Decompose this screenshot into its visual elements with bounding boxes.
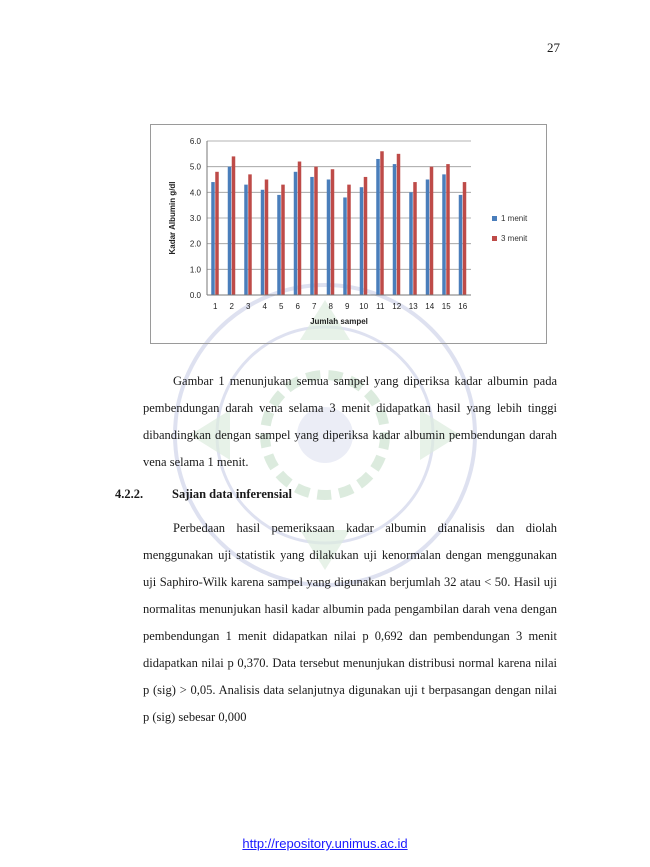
bar-series2 xyxy=(281,185,285,295)
x-tick-label: 7 xyxy=(312,302,317,311)
y-tick-label: 5.0 xyxy=(189,162,201,172)
bar-series1 xyxy=(343,197,347,295)
bar-series2 xyxy=(397,154,401,295)
section-title: Sajian data inferensial xyxy=(172,487,292,501)
bar-series1 xyxy=(277,195,281,295)
repository-link[interactable]: http://repository.unimus.ac.id xyxy=(242,836,408,851)
legend-entry: 3 menit xyxy=(501,234,528,243)
bar-series1 xyxy=(310,177,314,295)
bar-series2 xyxy=(215,172,219,295)
x-tick-label: 12 xyxy=(392,302,402,311)
y-tick-label: 2.0 xyxy=(189,239,201,249)
y-tick-label: 3.0 xyxy=(189,214,201,223)
x-tick-label: 8 xyxy=(328,302,333,311)
bar-series2 xyxy=(446,164,450,295)
bar-series1 xyxy=(360,187,364,295)
bar-series2 xyxy=(314,167,318,295)
albumin-bar-chart xyxy=(150,124,547,344)
bar-series2 xyxy=(298,162,302,295)
bar-series1 xyxy=(376,159,380,295)
x-tick-label: 6 xyxy=(295,302,300,311)
bar-series1 xyxy=(244,185,248,295)
section-heading xyxy=(115,487,555,502)
x-tick-label: 1 xyxy=(213,302,218,311)
x-tick-label: 4 xyxy=(262,302,267,311)
bar-series2 xyxy=(265,180,269,296)
bar-series2 xyxy=(248,174,252,295)
y-tick-label: 1.0 xyxy=(189,265,201,275)
y-tick-label: 0.0 xyxy=(189,291,201,300)
y-tick-label: 4.0 xyxy=(189,188,201,198)
bar-series1 xyxy=(327,180,331,296)
bar-series2 xyxy=(347,185,351,295)
y-axis-title: Kadar Albumin g/dl xyxy=(168,181,177,255)
bar-series2 xyxy=(331,169,335,295)
bar-series1 xyxy=(228,167,232,295)
x-tick-label: 16 xyxy=(458,302,468,311)
bar-series1 xyxy=(393,164,397,295)
x-tick-label: 5 xyxy=(279,302,284,311)
bar-series1 xyxy=(426,180,430,296)
bar-series1 xyxy=(459,195,463,295)
bar-series2 xyxy=(463,182,467,295)
x-tick-label: 14 xyxy=(425,302,435,311)
legend-entry: 1 menit xyxy=(501,214,528,223)
bar-series2 xyxy=(364,177,368,295)
page-number: 27 xyxy=(547,40,560,55)
bar-series2 xyxy=(380,151,384,295)
bar-series2 xyxy=(413,182,417,295)
legend-swatch xyxy=(492,216,497,221)
bar-series1 xyxy=(442,174,446,295)
x-tick-label: 3 xyxy=(246,302,251,311)
section-number: 4.2.2. xyxy=(115,487,144,501)
bar-series2 xyxy=(430,167,434,295)
x-axis-title: Jumlah sampel xyxy=(310,317,368,326)
x-tick-label: 13 xyxy=(408,302,418,311)
paragraph-2-text: Perbedaan hasil pemeriksaan kadar albumin dianalisis dan diolah menggunakan uji statistik yang dilakukan uji kenormalan dengan menggunakan uji Saphiro-Wilk karena sampel yang digunakan berjumlah 32 atau < 50. Hasil uji normalitas menunjukan hasil kadar albumin pada pengambilan darah vena dengan pembendungan 1 menit didapatkan nilai p 0,692 dan pembendungan 3 menit didapatkan nilai p 0,370. Data tersebut menunjukan distribusi normal karena nilai p (sig) > 0,05. Analisis data selanjutnya digunakan uji t berpasangan dengan nilai p (sig) sebesar 0,000 xyxy=(143,521,557,724)
x-tick-label: 15 xyxy=(441,302,451,311)
bar-series1 xyxy=(294,172,298,295)
x-tick-label: 11 xyxy=(376,302,385,311)
bar-series1 xyxy=(261,190,265,295)
x-tick-label: 10 xyxy=(359,302,369,311)
bar-series2 xyxy=(232,156,236,295)
paragraph-1-text: Gambar 1 menunjukan semua sampel yang diperiksa kadar albumin pada pembendungan darah vena selama 3 menit didapatkan hasil yang lebih tinggi dibandingkan dengan sampel yang diperiksa kadar albumin pembendungan darah vena selama 1 menit. xyxy=(143,374,557,469)
x-tick-label: 2 xyxy=(229,302,234,311)
legend-swatch xyxy=(492,236,497,241)
bar-series1 xyxy=(211,182,215,295)
y-tick-label: 6.0 xyxy=(189,137,201,146)
paragraph-figure-description xyxy=(143,368,557,476)
paragraph-inferential-analysis xyxy=(143,515,557,731)
bar-series1 xyxy=(409,192,413,295)
x-tick-label: 9 xyxy=(345,302,350,311)
chart-canvas xyxy=(151,125,546,343)
